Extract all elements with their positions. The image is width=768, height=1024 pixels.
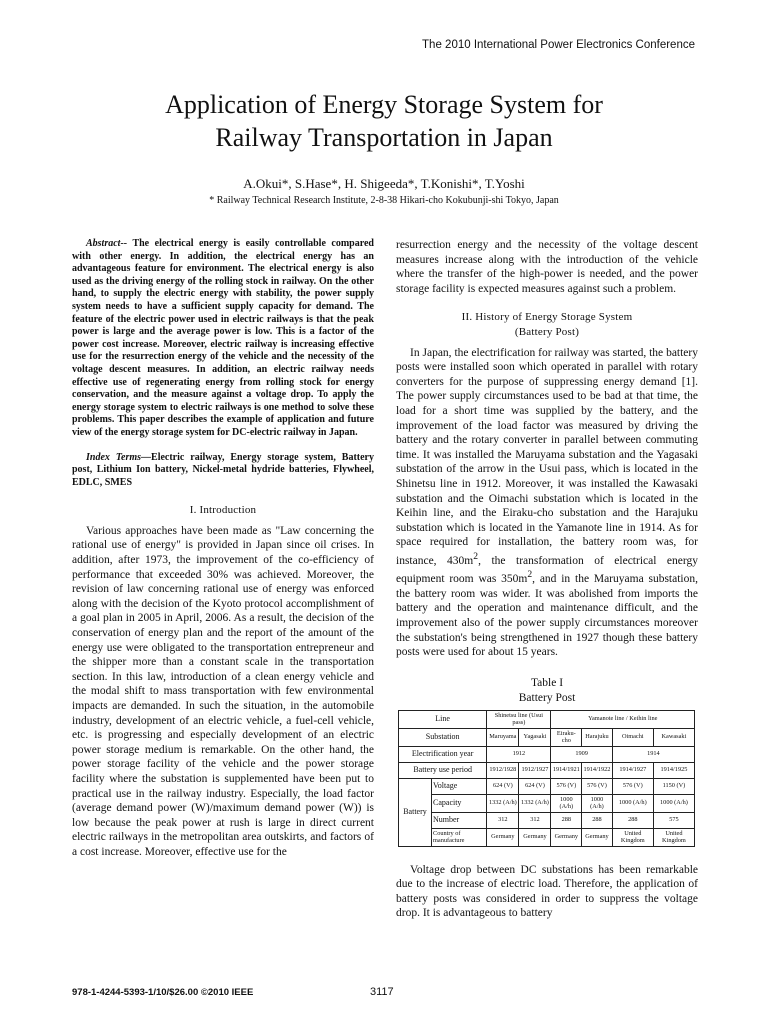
table-row — [399, 728, 695, 746]
table-cell: 624 (V) — [487, 778, 519, 794]
superscript-2b: 2 — [527, 569, 533, 581]
title-line-1: Application of Energy Storage System for — [165, 90, 603, 119]
table-cell: 1914 — [612, 746, 694, 762]
table-cell: 312 — [487, 812, 519, 828]
page-number: 3117 — [370, 986, 394, 998]
section-heading-history — [396, 310, 698, 339]
table-cell: 1909 — [551, 746, 612, 762]
table-cell: 1332 (A/h) — [519, 794, 551, 812]
voltage-drop-text: Voltage drop between DC substations has been remarkable due to the increase of electric load. Therefore, the application of battery posts was considered in order to suppress the voltage drop. It is advantageous to battery — [396, 863, 698, 920]
table-row — [399, 746, 695, 762]
row-label-capacity: Capacity — [432, 794, 487, 812]
intro-continuation: resurrection energy and the necessity of the voltage descent measures increase along with the introduction of the vehicle where the transfer of the high-power is needed, and the power storage facility is expected measures against such a problem. — [396, 239, 698, 295]
history-text-b: , the transformation of electrical energy equipment room was 350m — [396, 554, 699, 586]
history-text — [396, 346, 698, 660]
table-cell: 576 (V) — [612, 778, 653, 794]
table-title: Battery Post — [518, 691, 576, 704]
table-cell: Oimachi — [612, 728, 653, 746]
row-label-number: Number — [432, 812, 487, 828]
row-label-substation: Substation — [399, 728, 487, 746]
table-row — [399, 710, 695, 728]
table-cell: 288 — [582, 812, 613, 828]
table-cell: Germany — [551, 828, 582, 846]
header-line: Line — [399, 710, 487, 728]
history-text-a: In Japan, the electrification for railway was started, the battery posts were installed soon which operated in parallel with rotary converters for the purpose of suppressing energy demand [1]. The power supply circumstances used to be bad at that time, the load for a short time was supplied by the battery, and the improvement of the load factor was measured by driving the battery and the rotary converter in parallel between commuting time. It was installed the Maruyama substation and the Yagasaki substation of the arrow in the Usui pass, which is located in the Shinetsu line in 1912. Moreover, it was installed the Kawasaki substation and the Oimachi substation which is located in the Keihin line, and the Eiraku-cho substation and the Harajuku substation which is located in the Yamanote line in 1914. As for space required for installation, the battery room was, for instance, 430m — [396, 346, 698, 567]
table-cell: 575 — [653, 812, 694, 828]
table-cell: 624 (V) — [519, 778, 551, 794]
table-cell: Kawasaki — [653, 728, 694, 746]
table-cell: 312 — [519, 812, 551, 828]
history-text-c: , and in the Maruyama substation, the battery room was wider. It was abolished from imports the battery and the operation and maintenance difficult, and the improvement also of the power supply circumstances moreover the substation's being strengthened in 1927 though these battery posts were used for about 15 years. — [396, 573, 698, 659]
table-cell: Maruyama — [487, 728, 519, 746]
table-row — [399, 778, 695, 794]
table-cell: Germany — [582, 828, 613, 846]
table-row — [399, 794, 695, 812]
right-column — [396, 238, 698, 921]
table-caption — [396, 676, 698, 706]
table-cell: 1912 — [487, 746, 551, 762]
table-row — [399, 812, 695, 828]
table-row — [399, 828, 695, 846]
table-cell: 1914/1927 — [612, 762, 653, 778]
table-cell: 1912/1928 — [487, 762, 519, 778]
battery-post-table — [398, 710, 695, 847]
header-yamanote-keihin: Yamanote line / Keihin line — [551, 710, 695, 728]
history-heading-line-2: (Battery Post) — [514, 325, 580, 338]
history-heading-line-1: II. History of Energy Storage System — [461, 311, 633, 324]
table-cell: United Kingdom — [612, 828, 653, 846]
abstract-text: The electrical energy is easily controllable compared with other energy. In addition, the electrical energy has an advantageous feature for environment. The electrical energy is also used as the driving energy of the rolling stock in railway. On the other hand, to supply the electric energy with stability, the power supply system needs to have a sufficient supply capacity for demand. The feature of the electric power used in electric railways is that the peak power is large and the average power is low. This is a factor of the power cost increase. Moreover, electric railway is increasing effective use for the resurrection energy of the vehicle and the necessity of the voltage descent measures. In addition, an electric railway needs effective use of regenerating energy from rolling stock for energy conservation, and the measure against a voltage drop. To apply the energy storage system to electric railways is one method to solve these problems. This paper describes the example of application and future view of the energy storage system for DC-electric railway in Japan. — [72, 238, 374, 438]
row-label-use-period: Battery use period — [399, 762, 487, 778]
conference-header: The 2010 International Power Electronics Conference — [422, 39, 695, 51]
table-cell: 1000 (A/h) — [653, 794, 694, 812]
table-cell: 1912/1927 — [519, 762, 551, 778]
table-cell: 1000 (A/h) — [582, 794, 613, 812]
table-cell: Germany — [487, 828, 519, 846]
superscript-2a: 2 — [473, 550, 479, 562]
footer-isbn: 978-1-4244-5393-1/10/$26.00 ©2010 IEEE — [72, 987, 254, 998]
table-row — [399, 762, 695, 778]
table-cell: 1914/1922 — [582, 762, 613, 778]
table-cell: Harajuku — [582, 728, 613, 746]
table-cell: 1000 (A/h) — [612, 794, 653, 812]
row-label-battery: Battery — [399, 778, 432, 846]
left-column — [72, 238, 374, 860]
row-label-country: Country of manufacture — [432, 828, 487, 846]
authors: A.Okui*, S.Hase*, H. Shigeeda*, T.Konishi*, T.Yoshi — [243, 176, 525, 191]
table-cell: Yagasaki — [519, 728, 551, 746]
table-cell: Eiraku-cho — [551, 728, 582, 746]
index-terms-text: —Electric railway, Energy storage system, Battery post, Lithium Ion battery, Nickel-metal hydride batteries, Flywheel, EDLC, SMES — [72, 451, 374, 488]
row-label-voltage: Voltage — [432, 778, 487, 794]
section-heading-introduction: I. Introduction — [189, 504, 257, 517]
row-label-electrification: Electrification year — [399, 746, 487, 762]
table-cell: 576 (V) — [582, 778, 613, 794]
abstract — [72, 238, 374, 440]
paper-title — [0, 88, 768, 154]
index-terms-label: Index Terms — [86, 451, 142, 463]
table-cell: 1914/1921 — [551, 762, 582, 778]
table-cell: 1150 (V) — [653, 778, 694, 794]
title-line-2: Railway Transportation in Japan — [215, 123, 553, 152]
table-cell: 288 — [612, 812, 653, 828]
table-cell: Germany — [519, 828, 551, 846]
table-cell: 576 (V) — [551, 778, 582, 794]
index-terms — [72, 452, 374, 490]
abstract-label: Abstract-- — [86, 238, 128, 249]
table-cell: 1000 (A/h) — [551, 794, 582, 812]
affiliation: * Railway Technical Research Institute, 2-8-38 Hikari-cho Kokubunji-shi Tokyo, Japan — [209, 195, 559, 206]
table-cell: 288 — [551, 812, 582, 828]
introduction-text: Various approaches have been made as "Law concerning the rational use of energy" is provided in Japan since oil crises. In addition, after 1973, the improvement of the co-efficiency of performance that exceeded 30% was achieved. Moreover, the revision of law concerning rational use of energy was enforced along with the decision of the Kyoto protocol accomplishment of a goal plan in 2005 in April, 2006. As a result, the decision of the conservation of energy plan and the report of the amount of the energy use were obligated to the transportation entrepreneur and the shipper more than a constant scale in the transportation section. In this law, introduction of a clean energy vehicle and the modal shift to mass transportation with few environmental impacts are demanded. In such the situation, in the automobile industry, development of an electric vehicle, a fuel-cell vehicle, etc. is progressing and especially development of an electric power storage medium is remarkable. On the other hand, the power storage facility of the vehicle and the power storage facility where the substation is supplemented have been put to practical use in the railway industry. Especially, the load factor (average demand power (W)/maximum demand power (W)) is low because the peak power at rush is large in direct current electric railways in the metropolitan area outskirts, and factors of a cost increase. Moreover, effective use for the — [72, 524, 374, 858]
table-cell: 1914/1925 — [653, 762, 694, 778]
table-cell: 1332 (A/h) — [487, 794, 519, 812]
table-cell: United Kingdom — [653, 828, 694, 846]
table-number: Table I — [530, 676, 564, 689]
header-shinetsu: Shinetsu line (Usui pass) — [487, 710, 551, 728]
